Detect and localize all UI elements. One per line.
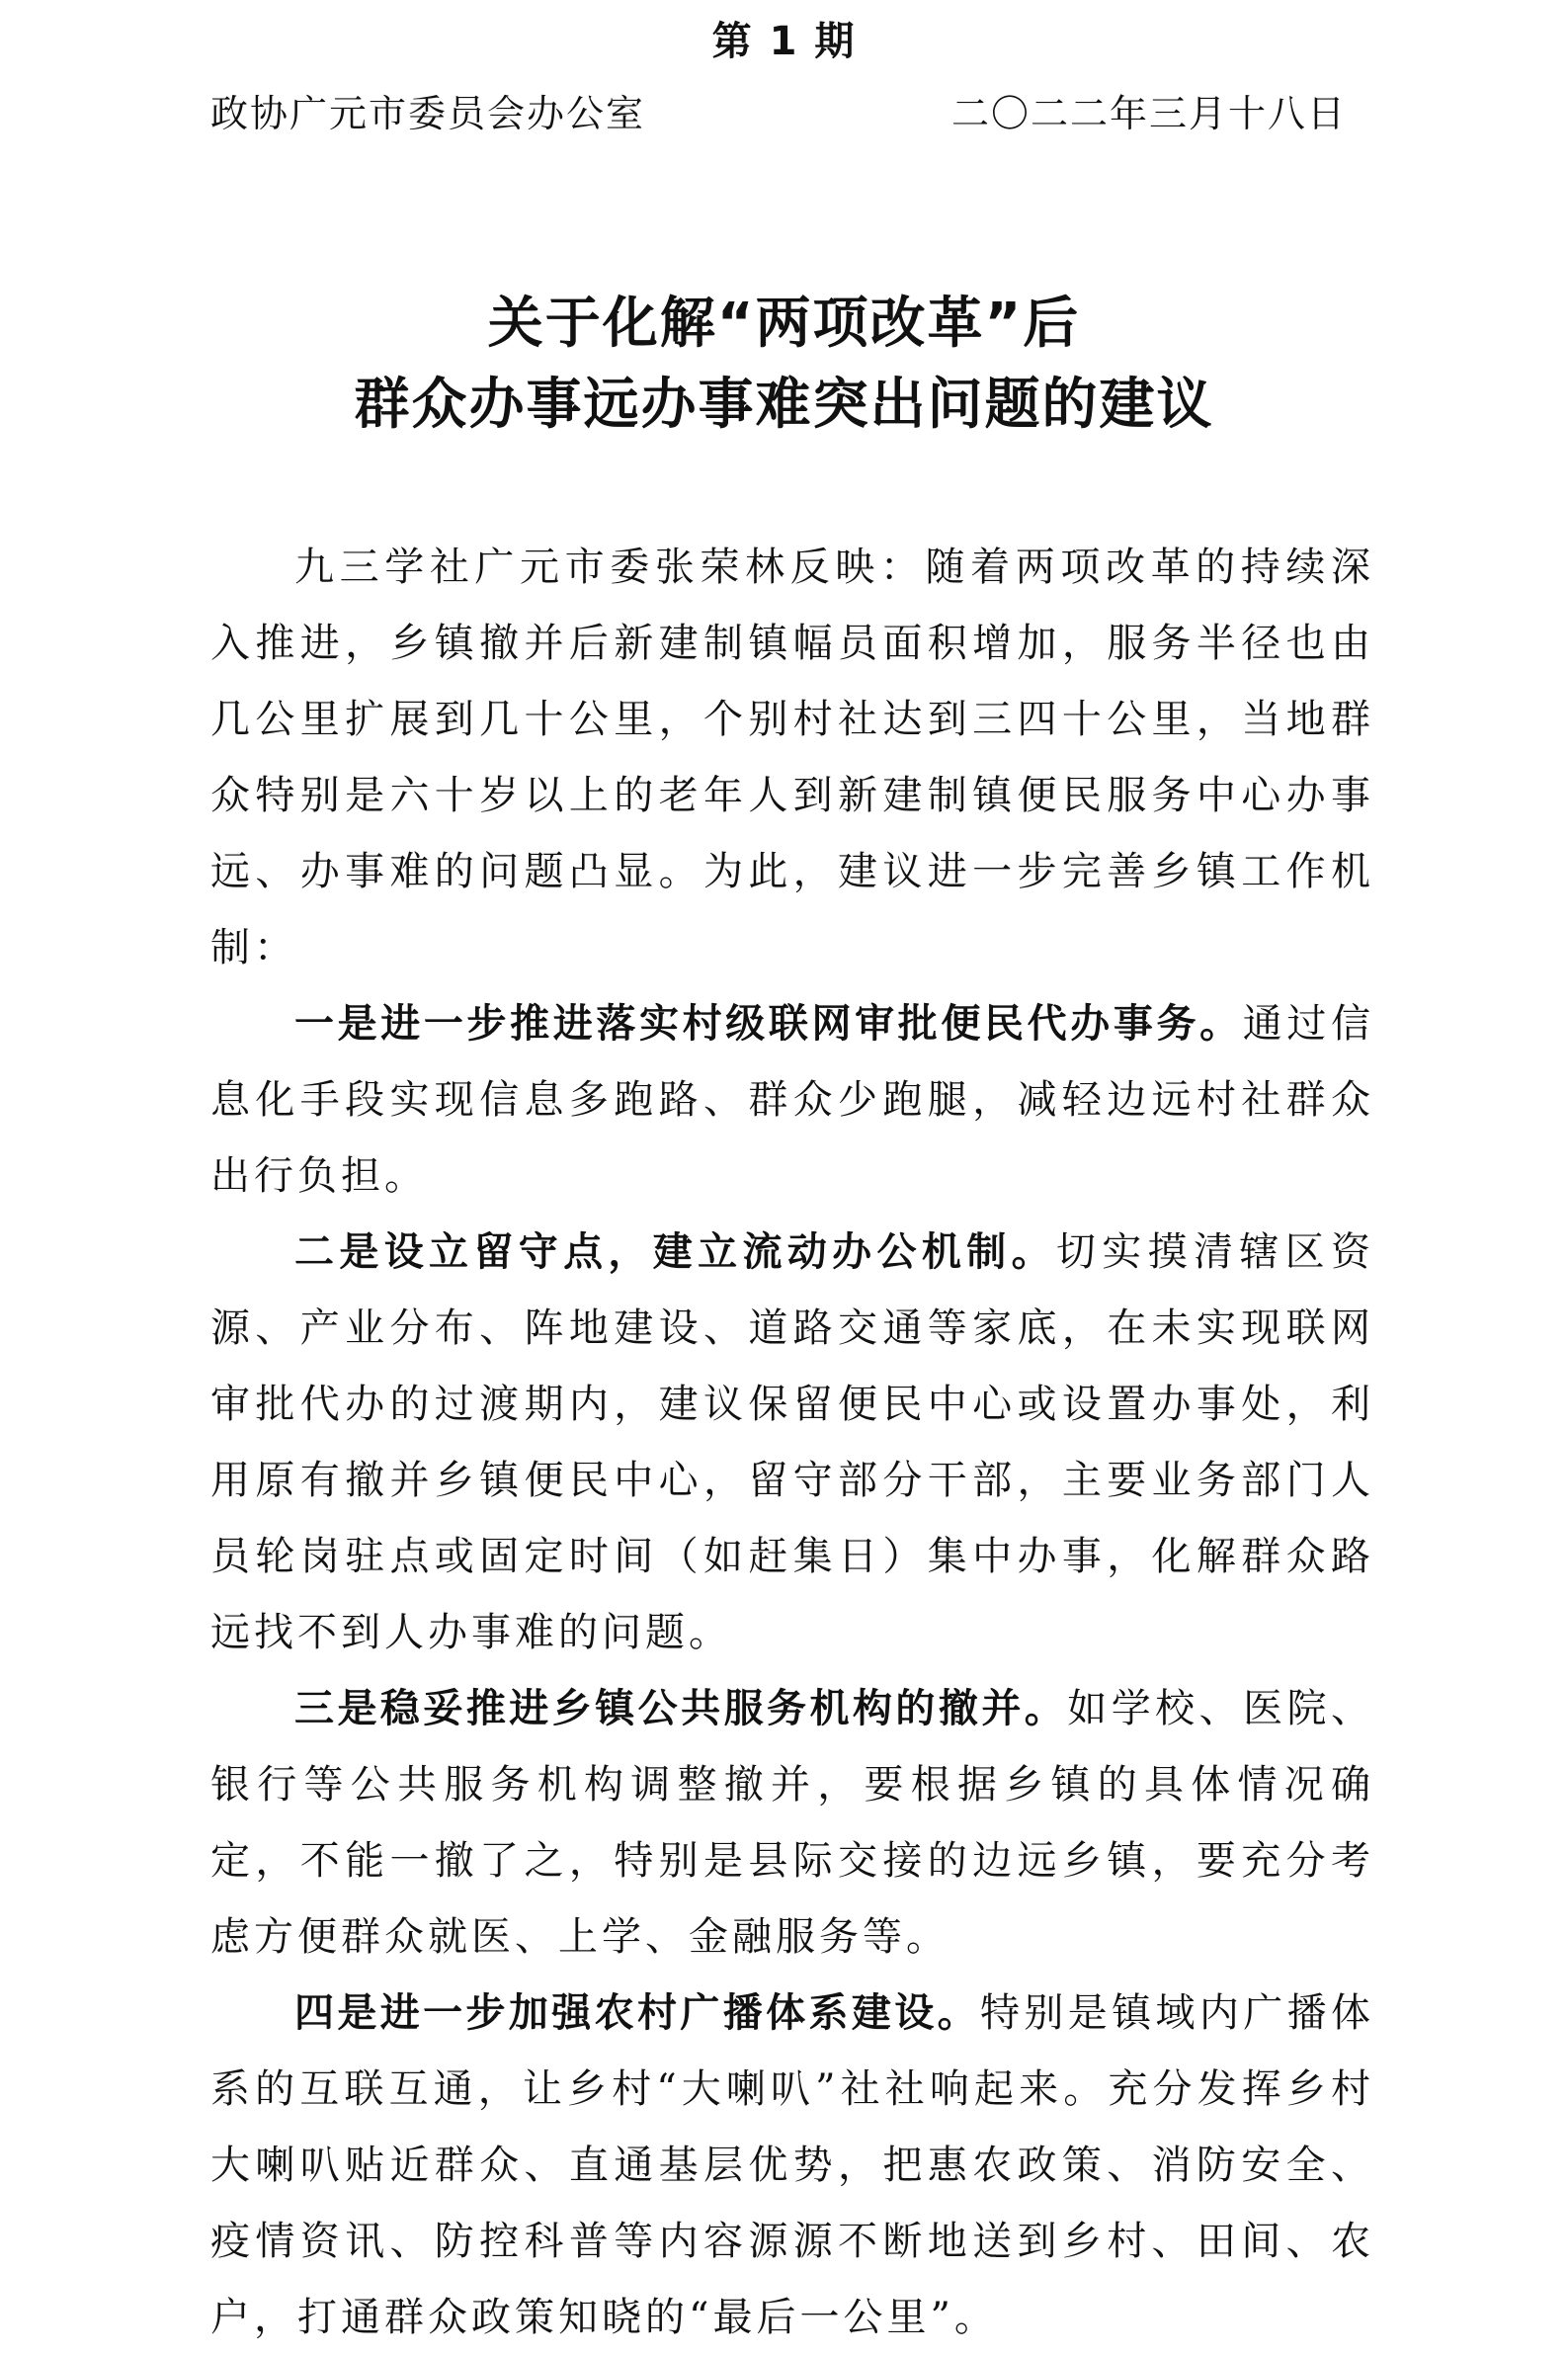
document-title bbox=[0, 284, 1568, 446]
title-line-1: 关于化解“两项改革”后 bbox=[487, 292, 1081, 356]
suggestion-paragraph-1 bbox=[210, 986, 1374, 1215]
suggestion-paragraph-4 bbox=[210, 1976, 1374, 2356]
suggestion-lead-1: 一是进一步推进落实村级联网审批便民代办事务。 bbox=[294, 1001, 1243, 1047]
suggestion-text-3: 如学校、医院、银行等公共服务机构调整撤并，要根据乡镇的具体情况确定，不能一撤了之，特别是县际交接的边远乡镇，要充分考虑方便群众就医、上学、金融服务等。 bbox=[210, 1686, 1374, 1960]
issuing-office: 政协广元市委员会办公室 bbox=[210, 92, 646, 135]
document-body bbox=[210, 530, 1374, 2356]
suggestion-text-2: 切实摸清辖区资源、产业分布、阵地建设、道路交通等家底，在未实现联网审批代办的过渡期内，建议保留便民中心或设置办事处，利用原有撤并乡镇便民中心，留守部分干部，主要业务部门人员轮岗驻点或固定时间（如赶集日）集中办事，化解群众路远找不到人办事难的问题。 bbox=[210, 1229, 1375, 1655]
suggestion-lead-4: 四是进一步加强农村广播体系建设。 bbox=[294, 1990, 980, 2036]
issue-number: 第 1 期 bbox=[711, 19, 857, 64]
suggestion-text-1: 通过信息化手段实现信息多跑路、群众少跑腿，减轻边远村社群众出行负担。 bbox=[210, 1001, 1374, 1199]
intro-paragraph: 九三学社广元市委张荣林反映：随着两项改革的持续深入推进，乡镇撤并后新建制镇幅员面积增加，服务半径也由几公里扩展到几十公里，个别村社达到三四十公里，当地群众特别是六十岁以上的老年人到新建制镇便民服务中心办事远、办事难的问题凸显。为此，建议进一步完善乡镇工作机制： bbox=[210, 545, 1374, 970]
suggestion-paragraph-2 bbox=[210, 1215, 1374, 1671]
suggestion-lead-2: 二是设立留守点，建立流动办公机制。 bbox=[294, 1229, 1056, 1275]
issue-date: 二〇二二年三月十八日 bbox=[950, 92, 1347, 135]
suggestion-text-4: 特别是镇域内广播体系的互联互通，让乡村“大喇叭”社社响起来。充分发挥乡村大喇叭贴近群众、直通基层优势，把惠农政策、消防安全、疫情资讯、防控科普等内容源源不断地送到乡村、田间、农户，打通群众政策知晓的“最后一公里”。 bbox=[210, 1990, 1374, 2340]
suggestion-lead-3: 三是稳妥推进乡镇公共服务机构的撤并。 bbox=[294, 1686, 1068, 1731]
suggestion-paragraph-3 bbox=[210, 1671, 1374, 1976]
title-line-2: 群众办事远办事难突出问题的建议 bbox=[354, 373, 1214, 437]
